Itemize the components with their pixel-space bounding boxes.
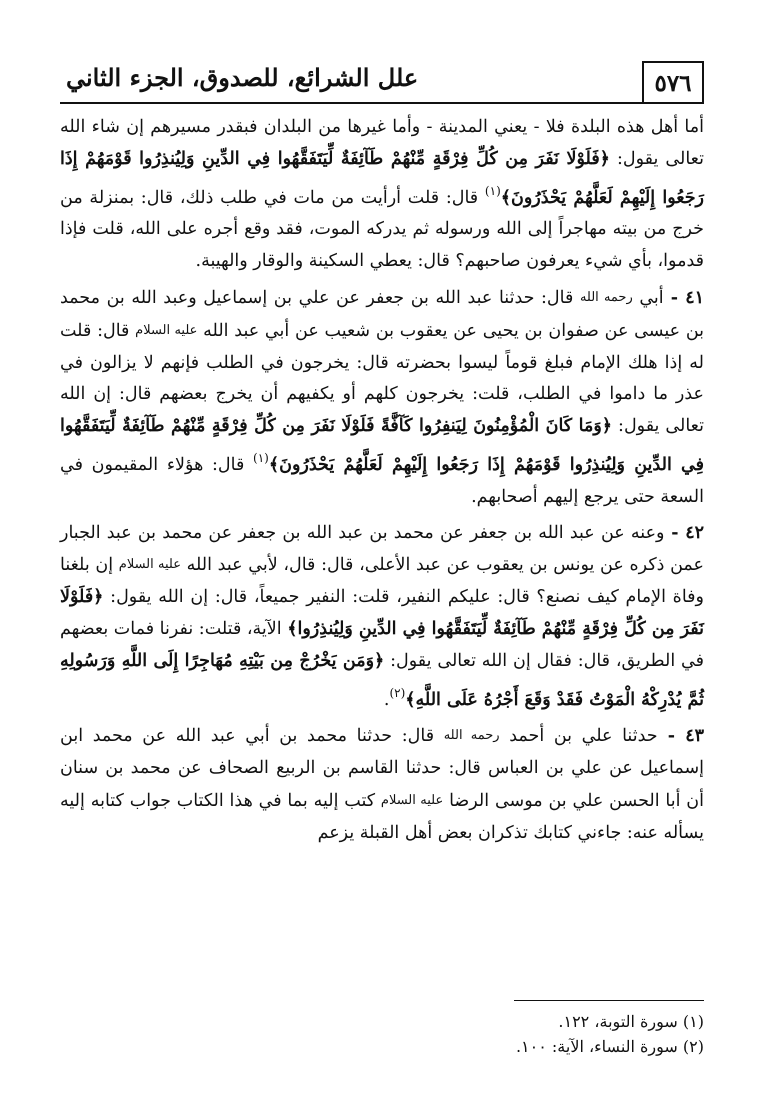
quran-verse: ﴿فَلَوْلَا نَفَرَ مِن كُلِّ فِرْقَةٍ مِّنْهُمْ طَآئِفَةٌ لِّيَتَفَقَّهُوا فِي الدِّينِ وَلِيُنذِرُوا﴾ (60, 587, 704, 639)
book-page (60, 52, 704, 1102)
footnote-2: (٢) سورة النساء، الآية: ١٠٠. (515, 1037, 704, 1056)
body-text-run: وعنه عن عبد الله بن جعفر عن محمد بن عبد الله بن جعفر عن محمد بن عبد الجبار عمن ذكره عن يونس بن يعقوب عن عبد الأعلى، قال: قال، لأبي عبد الله (60, 522, 704, 576)
body-text-run: أبي (632, 287, 664, 308)
body-text-run: الآية، قتلت: نفرنا فمات بعضهم في الطريق، قال: فقال إن الله تعالى يقول: (60, 618, 704, 671)
body-text-run: قال: قلت له إذا هلك الإمام فبلغ قوماً ليسوا بحضرته قال: يخرجون في الطلب فإنهم لا يزالون في عذر ما داموا في الطلب، قلت: يخرجون كلهم أو يكفيهم أن يخرج بعضهم قال: إن الله تعالى يقول: (60, 320, 704, 437)
hadith-number: ٤١ - (663, 287, 704, 308)
honorific-phrase: عليه السلام (135, 322, 198, 338)
footnote-reference: (٢) (389, 685, 406, 700)
honorific-phrase: رحمه الله (443, 728, 500, 744)
body-text (60, 112, 704, 850)
body-text-run: كتب إليه بما في هذا الكتاب جواب كتابه إليه يسأله عنه: جاءني كتابك تذكران بعض أهل القبلة يزعم (60, 790, 704, 843)
quran-verse: ﴿وَمَن يَخْرُجْ مِن بَيْتِهِ مُهَاجِرًا إِلَى اللَّهِ وَرَسُولِهِ ثُمَّ يُدْرِكْهُ الْمَوْتُ فَقَدْ وَقَعَ أَجْرُهُ عَلَى اللَّهِ﴾ (60, 650, 704, 710)
honorific-phrase: رحمه الله (579, 289, 633, 305)
honorific-phrase: عليه السلام (118, 557, 181, 573)
running-header (60, 52, 704, 104)
body-text-run: . (383, 689, 390, 710)
quran-verse: ﴿وَمَا كَانَ الْمُؤْمِنُونَ لِيَنفِرُوا كَآفَّةً فَلَوْلَا نَفَرَ مِن كُلِّ فِرْقَةٍ مِّنْهُمْ طَآئِفَةٌ لِّيَتَفَقَّهُوا فِي الدِّينِ وَلِيُنذِرُوا قَوْمَهُمْ إِذَا رَجَعُوا إِلَيْهِمْ لَعَلَّهُمْ يَحْذَرُونَ﴾ (60, 416, 704, 475)
hadith-number: ٤٣ - (657, 726, 704, 747)
running-title: علل الشرائع، للصدوق، الجزء الثاني (66, 62, 419, 92)
body-text-run: قال: حدثنا عبد الله بن جعفر عن علي بن إسماعيل وعبد الله بن محمد بن عيسى عن صفوان بن يحيى عن يعقوب بن شعيب عن أبي عبد الله (60, 287, 705, 341)
body-text-run: أما أهل هذه البلدة فلا - يعني المدينة - وأما غيرها من البلدان فبقدر مسيرهم إن شاء الله تعالى يقول: (60, 117, 704, 169)
footnote-reference: (١) (484, 183, 501, 198)
body-text-run: حدثنا علي بن أحمد (499, 726, 658, 747)
paragraph-hadith-43 (60, 720, 704, 849)
footnote-reference: (١) (253, 450, 269, 465)
paragraph-hadith-42 (60, 518, 704, 717)
body-text-run: قال: حدثنا محمد بن أبي عبد الله عن محمد ابن إسماعيل عن علي بن العباس قال: حدثنا القاسم بن الربيع الصحاف عن محمد بن سنان أن أبا الحسن علي بن موسى الرضا (60, 726, 705, 811)
body-text-run: إن بلغنا وفاة الإمام كيف نصنع؟ قال: عليكم النفير، قلت: النفير جميعاً، قال: إن الله يقول: (60, 555, 704, 608)
paragraph-hadith-41 (60, 282, 704, 514)
quran-verse: ﴿فَلَوْلَا نَفَرَ مِن كُلِّ فِرْقَةٍ مِّنْهُمْ طَآئِفَةٌ لِّيَتَفَقَّهُوا فِي الدِّينِ وَلِيُنذِرُوا قَوْمَهُمْ إِذَا رَجَعُوا إِلَيْهِمْ لَعَلَّهُمْ يَحْذَرُونَ﴾ (60, 148, 704, 208)
footnote-1: (١) سورة التوبة، ١٢٢. (558, 1012, 704, 1031)
body-text-run: قال: هؤلاء المقيمون في السعة حتى يرجع إليهم أصحابهم. (60, 454, 704, 507)
page-number: ٥٧٦ (642, 61, 704, 103)
paragraph-intro (60, 112, 704, 278)
body-text-run: قال: قلت أرأيت من مات في طلب ذلك، قال: بمنزلة من خرج من بيته مهاجراً إلى الله ورسوله ثم يدركه الموت، فقد وقع أجره على الله، قلت فإذا قدموا، بأي شيء يعرفون صاحبهم؟ قال: يعطي السكينة والوقار والهيبة. (60, 187, 704, 272)
footnote-separator (514, 1000, 704, 1001)
footnotes (60, 1000, 704, 1059)
honorific-phrase: عليه السلام (380, 792, 444, 808)
hadith-number: ٤٢ - (664, 522, 704, 543)
